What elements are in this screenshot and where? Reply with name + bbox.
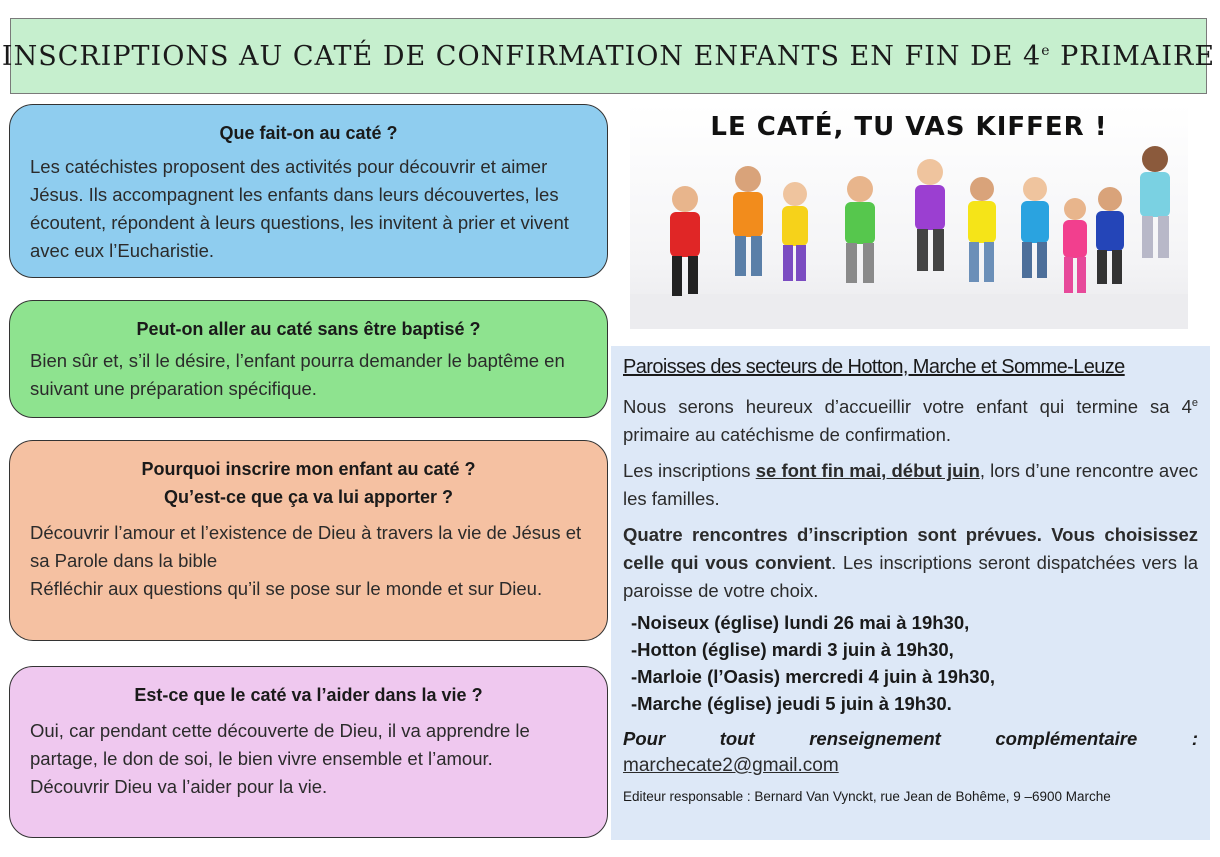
faq-answer — [30, 717, 587, 801]
title-main: INSCRIPTIONS AU CATÉ DE CONFIRMATION ENFANTS EN FIN DE 4 — [1, 40, 1042, 72]
meetings-paragraph — [623, 521, 1198, 605]
child-figure-8 — [1063, 198, 1087, 293]
faq-question: Peut-on aller au caté sans être baptisé ? — [136, 319, 481, 339]
intro-superscript: e — [1191, 397, 1198, 409]
faq-answer-text: Les catéchistes proposent des activités pour découvrir et aimer Jésus. Ils accompagnent les enfants dans leurs découvertes, les écoutent, répondent à leurs questions, les invitent à prier et vivent avec eux l’Eucharistie. — [30, 156, 569, 261]
inscription-paragraph — [623, 457, 1198, 513]
intro-text-b: primaire au catéchisme de confirmation. — [623, 424, 952, 446]
info-panel — [611, 346, 1210, 840]
faq-answer — [30, 347, 587, 403]
child-figure-9 — [1096, 187, 1124, 284]
child-figure-10 — [1140, 146, 1170, 258]
faq-answer — [30, 519, 587, 603]
contact-word: renseignement — [809, 728, 941, 750]
faq-answer-paragraph: Découvrir Dieu va l’aider pour la vie. — [30, 776, 328, 797]
faq-card-life — [9, 666, 608, 838]
faq-question-line-2: Qu’est-ce que ça va lui apporter ? — [163, 487, 454, 507]
editor-credit: Editeur responsable : Bernard Van Vynckt, rue Jean de Bohême, 9 –6900 Marche — [623, 789, 1111, 805]
sessions-list — [631, 609, 1198, 717]
faq-card-why — [9, 440, 608, 641]
list-item: -Marche (église) jeudi 5 juin à 19h30. — [631, 693, 952, 715]
faq-answer-paragraph: Oui, car pendant cette découverte de Dieu, il va apprendre le partage, le don de soi, le bien vivre ensemble et l’amour. — [30, 720, 530, 769]
child-figure-6 — [968, 177, 996, 282]
list-item: -Marloie (l’Oasis) mercredi 4 juin à 19h30, — [631, 666, 995, 688]
photo-slogan: LE CATÉ, TU VAS KIFFER ! — [710, 112, 1108, 142]
intro-text-a: Nous serons heureux d’accueillir votre enfant qui termine sa 4 — [623, 396, 1192, 418]
faq-answer-paragraph: Découvrir l’amour et l’existence de Dieu à travers la vie de Jésus et sa Parole dans la bible — [30, 522, 582, 571]
faq-card-what — [9, 104, 608, 278]
inscription-text-b: , lors d’une rencontre avec les familles. — [623, 460, 1198, 510]
faq-answer — [30, 153, 587, 265]
faq-question-line-1: Pourquoi inscrire mon enfant au caté ? — [141, 459, 476, 479]
contact-word: complémentaire — [995, 728, 1138, 750]
child-figure-7 — [1021, 177, 1049, 278]
list-item: -Noiseux (église) lundi 26 mai à 19h30, — [631, 612, 970, 634]
meetings-rest-text: . Les inscriptions seront dispatchées vers la paroisse de votre choix. — [623, 552, 1198, 602]
faq-answer-text: Bien sûr et, s’il le désire, l’enfant pourra demander le baptême en suivant une préparation spécifique. — [30, 350, 565, 399]
faq-answer-paragraph: Réfléchir aux questions qu’il se pose sur le monde et sur Dieu. — [30, 578, 543, 599]
contact-word: : — [1191, 728, 1198, 750]
list-item: -Hotton (église) mardi 3 juin à 19h30, — [631, 639, 954, 661]
child-figure-5 — [915, 159, 945, 271]
contact-word: tout — [719, 728, 755, 750]
faq-question: Est-ce que le caté va l’aider dans la vie ? — [134, 685, 483, 705]
child-figure-4 — [845, 176, 875, 283]
page-title — [2, 41, 1215, 72]
contact-label — [623, 725, 1198, 753]
kids-jumping-photo — [630, 104, 1188, 329]
child-figure-1 — [670, 186, 700, 296]
inscription-period: se font fin mai, début juin — [755, 460, 980, 482]
intro-paragraph — [623, 389, 1198, 449]
child-figure-3 — [782, 182, 808, 281]
title-superscript: e — [1041, 42, 1051, 59]
faq-card-baptism — [9, 300, 608, 418]
child-figure-2 — [733, 166, 763, 276]
meetings-bold-text: Quatre rencontres d’inscription sont prévues. Vous choisissez celle qui vous convient — [623, 524, 1198, 574]
contact-word: Pour — [623, 728, 666, 750]
title-end: PRIMAIRE — [1050, 40, 1216, 72]
page-header — [1, 18, 1216, 94]
panel-heading: Paroisses des secteurs de Hotton, Marche et Somme-Leuze — [623, 356, 1125, 378]
faq-question: Que fait-on au caté ? — [219, 123, 398, 143]
inscription-text-a: Les inscriptions — [623, 460, 756, 482]
contact-email-link[interactable]: marchecate2@gmail.com — [623, 755, 839, 777]
